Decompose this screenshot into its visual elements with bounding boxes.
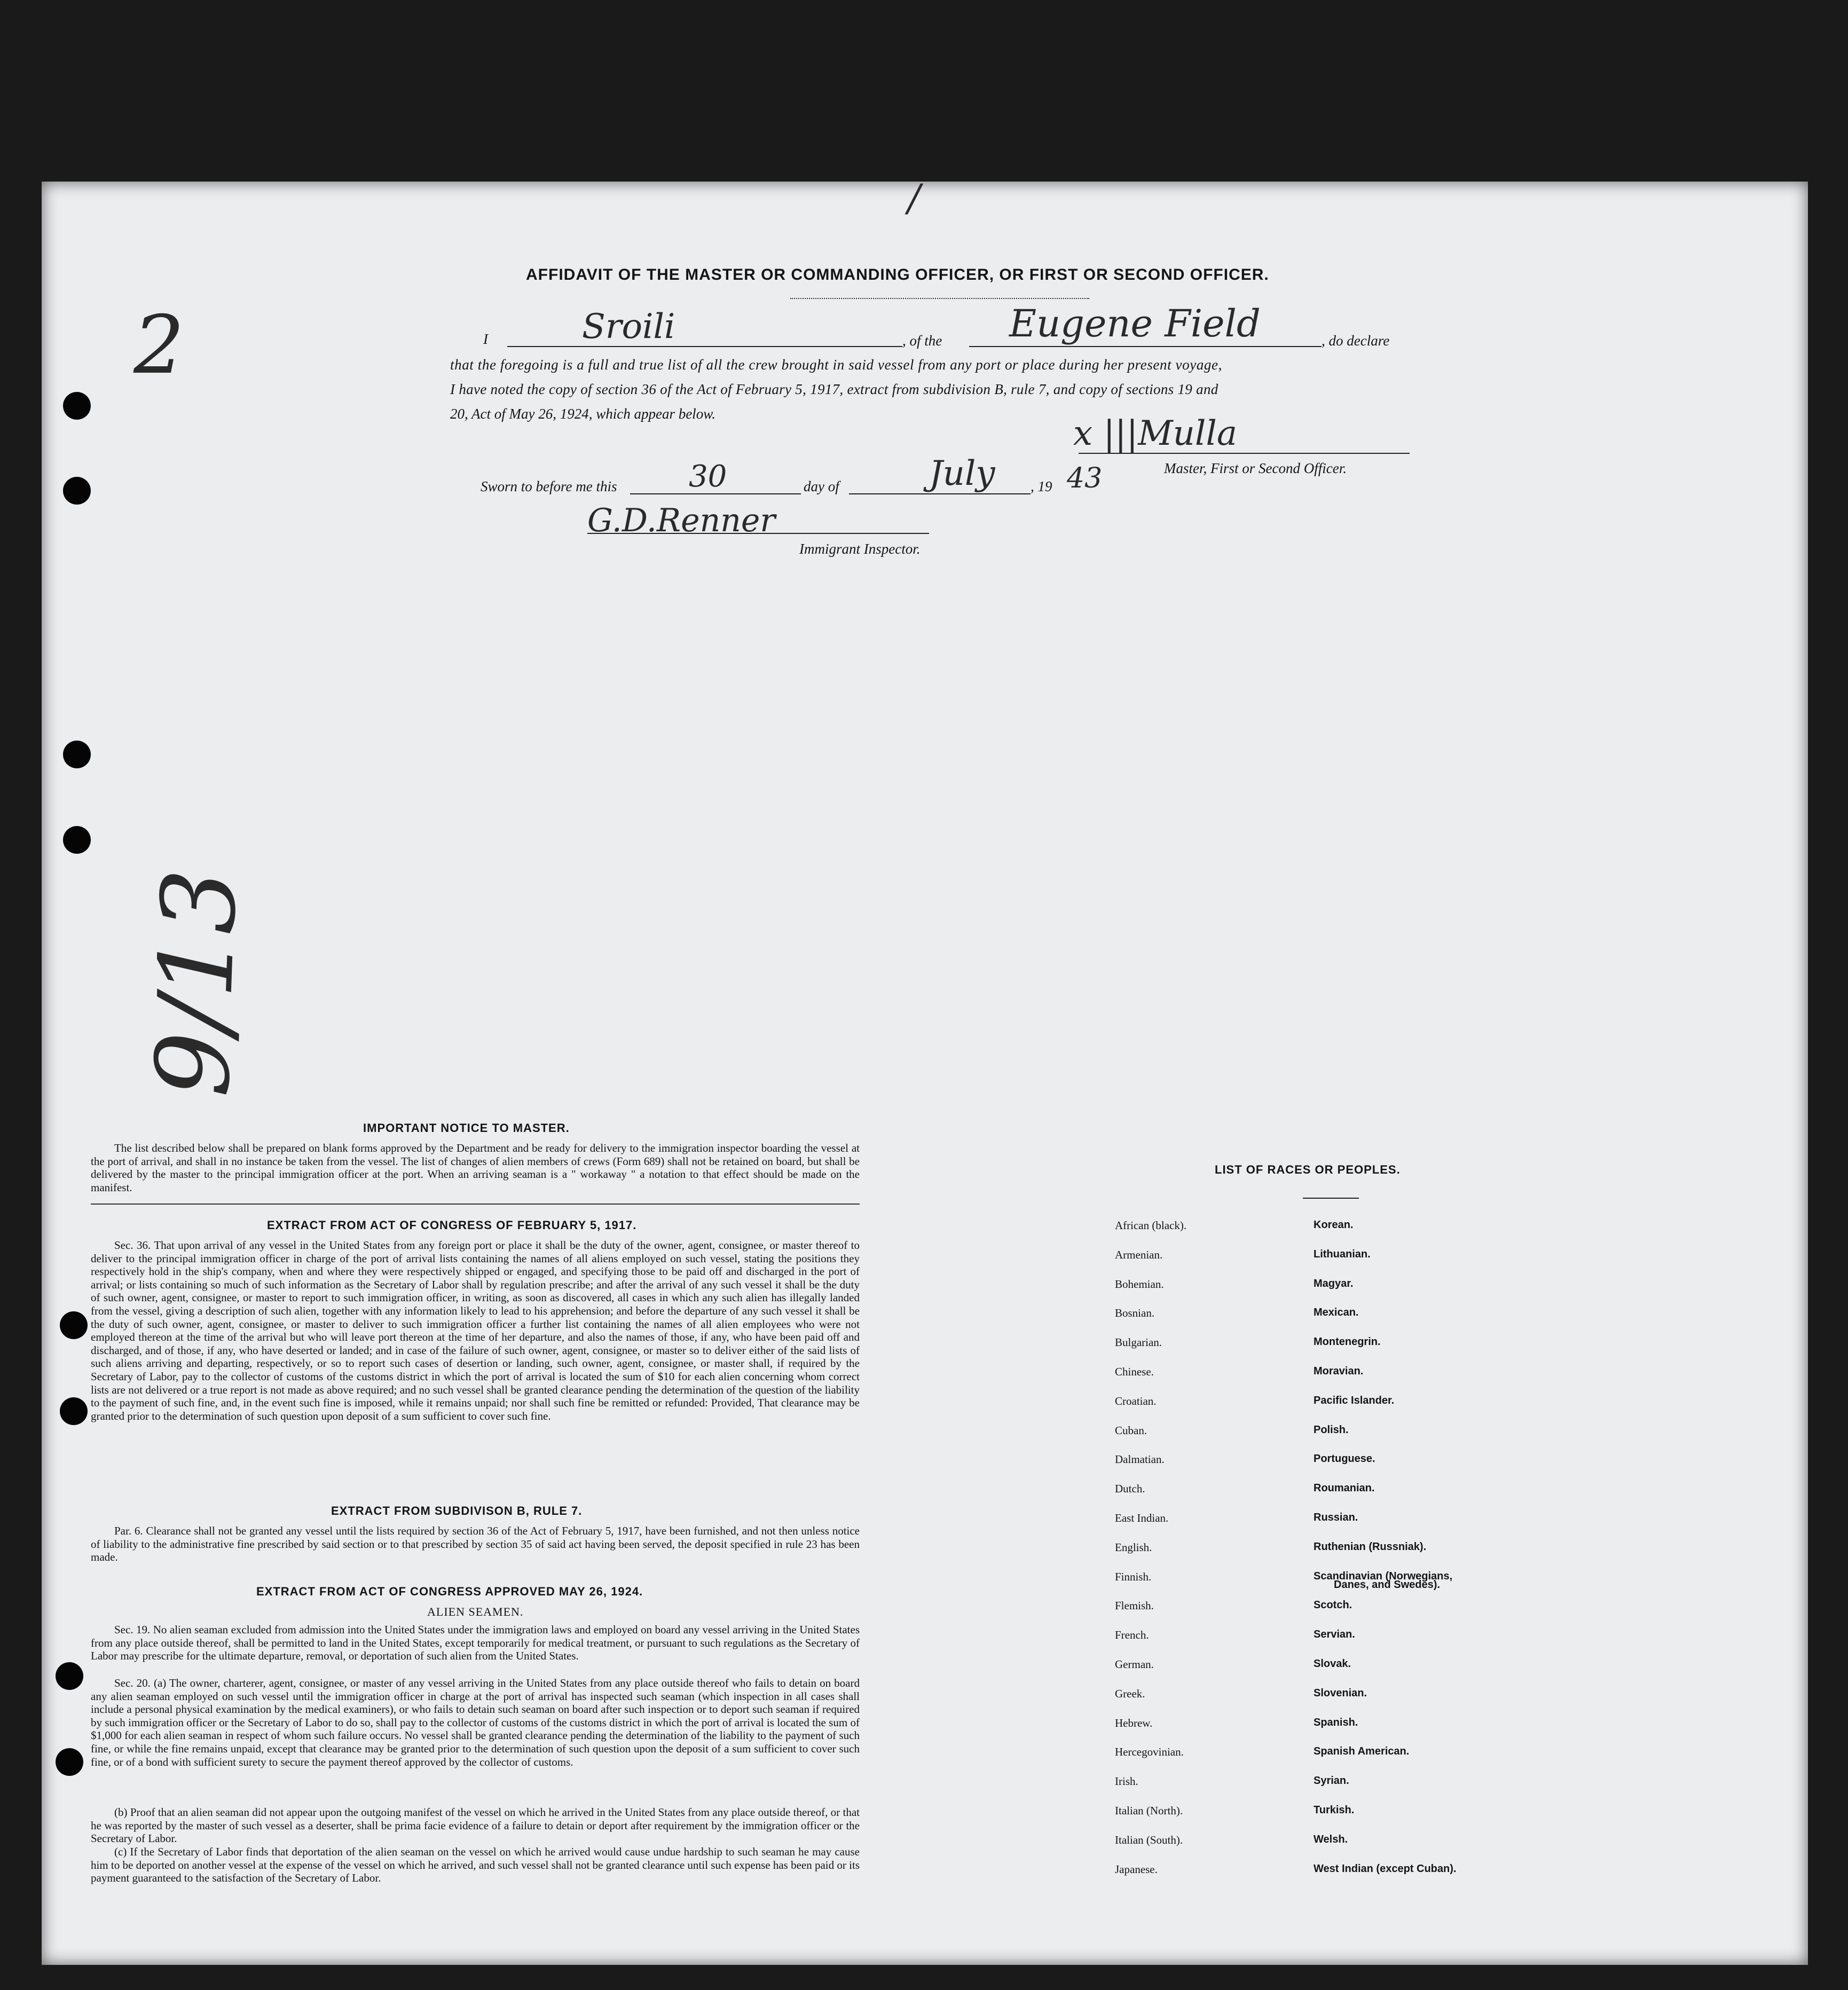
race-item: Chinese.: [1115, 1365, 1154, 1378]
affidavit-line-4: 20, Act of May 26, 1924, which appear below.: [450, 406, 715, 422]
race-item: Russian.: [1314, 1512, 1358, 1523]
races-title-underline: [1303, 1198, 1359, 1199]
race-item: Spanish.: [1314, 1716, 1358, 1728]
race-item: Slovenian.: [1314, 1687, 1367, 1699]
do-declare-label: , do declare: [1322, 333, 1390, 349]
race-item: Mexican.: [1314, 1307, 1359, 1319]
race-item: Italian (North).: [1115, 1804, 1183, 1817]
name-line: [507, 346, 902, 347]
race-item: Croatian.: [1115, 1394, 1157, 1407]
race-item: Dutch.: [1115, 1482, 1145, 1496]
race-item: Turkish.: [1314, 1804, 1355, 1816]
race-item: Bulgarian.: [1115, 1336, 1162, 1349]
sworn-prefix: Sworn to before me this: [481, 478, 617, 494]
race-item: Syrian.: [1314, 1775, 1349, 1787]
punch-hole: [56, 1748, 83, 1776]
race-item: Bosnian.: [1115, 1307, 1155, 1320]
race-item: African (black).: [1115, 1219, 1187, 1232]
race-item: Servian.: [1314, 1629, 1355, 1641]
vessel-line: [969, 346, 1322, 347]
top-margin-mark: /: [908, 176, 921, 220]
race-item: Flemish.: [1115, 1599, 1154, 1613]
sec-20b-text: (b) Proof that an alien seaman did not appear upon the outgoing manifest of the vessel on which he arrived in the United States from any place outside thereof, or that he was reported by the master of such vessel as a deserter, shall be prima facie evidence of a failure to detain or deport after requirement by the immigration officer or the Secretary of Labor.: [91, 1806, 860, 1845]
year-prefix: , 19: [1031, 478, 1052, 494]
race-item: Dalmatian.: [1115, 1453, 1165, 1466]
race-item: Moravian.: [1314, 1365, 1364, 1377]
race-item: Italian (South).: [1115, 1833, 1183, 1846]
sec-20c-text: (c) If the Secretary of Labor finds that deportation of the alien seaman on the vessel on which he arrived would cause undue hardship to such seaman he may cause him to be deported on another vessel at the expense of the vessel on which he arrived, and such vessel shall not be granted clearance until such expense has been paid or its payment guaranteed to the satisfaction of the Secretary of Labor.: [91, 1845, 860, 1885]
race-item: German.: [1115, 1658, 1154, 1671]
sworn-month: July: [929, 454, 995, 493]
sec-20a-text: Sec. 20. (a) The owner, charterer, agent, consignee, or master of any vessel arriving in the United States from any place outside thereof who fails to detain on board any alien seaman employed on such vessel until the immigration officer in charge at the port of arrival has inspected such seaman (which inspection in all cases shall include a personal physical examination by the medical examiners), or who fails to detain such seaman on board after such inspection or to deport such seaman if required by such immigration officer or the Secretary of Labor to do so, shall pay to the collector of customs of the customs district in which the port of arrival is located the sum of $1,000 for each alien seaman in respect of whom such failure occurs. No vessel shall be granted clearance pending the determination of the liability to the payment of such fine, or while the fine remains unpaid, except that clearance may be granted prior to the determination of such question upon the deposit of a sum sufficient to cover such fine, or of a bond with sufficient surety to secure the payment thereof approved by the collector of customs.: [91, 1677, 860, 1768]
race-item-continuation: Danes, and Swedes).: [1334, 1579, 1440, 1591]
race-item: Greek.: [1115, 1687, 1145, 1700]
vessel-name: Eugene Field: [1009, 302, 1261, 345]
race-item: Welsh.: [1314, 1833, 1348, 1845]
inspector-caption: Immigrant Inspector.: [799, 541, 921, 557]
extract-1917-title: EXTRACT FROM ACT OF CONGRESS OF FEBRUARY 5, 1917.: [267, 1218, 637, 1232]
title-underline: [790, 298, 1089, 299]
race-item: Bohemian.: [1115, 1277, 1164, 1291]
punch-hole: [56, 1662, 83, 1690]
master-name: Sroili: [582, 307, 675, 347]
subdivision-title: EXTRACT FROM SUBDIVISON B, RULE 7.: [331, 1504, 583, 1517]
race-item: Finnish.: [1115, 1570, 1152, 1583]
affidavit-line-3: I have noted the copy of section 36 of the Act of February 5, 1917, extract from subdivision B, rule 7, and copy of sections 19 and: [450, 381, 1218, 397]
section-divider: [91, 1204, 860, 1205]
race-item: Spanish American.: [1314, 1745, 1410, 1758]
sec-19-text: Sec. 19. No alien seaman excluded from admission into the United States under the immigration laws and employed on board any vessel arriving in the United States from any place outside thereof, shall be permitted to land in the United States, except temporarily for medical treatment, or pursuant to such regulations as the Secretary of Labor may prescribe for the ultimate departure, removal, or deportation of such alien from the United States.: [91, 1623, 860, 1663]
extract-1924-title: EXTRACT FROM ACT OF CONGRESS APPROVED MAY 26, 1924.: [256, 1585, 643, 1598]
master-signature: x |||Mulla: [1073, 414, 1237, 453]
subdivision-text: Par. 6. Clearance shall not be granted any vessel until the lists required by section 36 of the Act of February 5, 1917, have been furnished, and not then unless notice of liability to the administrative fine prescribed by said section or to that prescribed by section 35 of said act having been served, the deposit specified in rule 23 has been made.: [91, 1524, 860, 1564]
punch-hole: [63, 392, 91, 420]
affidavit-title: AFFIDAVIT OF THE MASTER OR COMMANDING OFFICER, OR FIRST OR SECOND OFFICER.: [526, 266, 1269, 284]
punch-hole: [63, 826, 91, 854]
race-item: Cuban.: [1115, 1423, 1147, 1437]
sworn-day: 30: [689, 459, 727, 494]
affidavit-i: I: [483, 331, 488, 347]
race-item: Ruthenian (Russniak).: [1314, 1540, 1427, 1553]
inspector-signature: G.D.Renner: [587, 502, 776, 539]
race-item: Armenian.: [1115, 1248, 1163, 1261]
race-item: Pacific Islander.: [1314, 1394, 1395, 1406]
race-item: West Indian (except Cuban).: [1314, 1862, 1457, 1875]
race-item: Scandinavian (Norwegians,: [1314, 1570, 1453, 1582]
race-item: East Indian.: [1115, 1512, 1169, 1524]
race-item: Roumanian.: [1314, 1482, 1375, 1495]
race-item: Portuguese.: [1314, 1453, 1375, 1465]
race-item: Hercegovinian.: [1115, 1745, 1184, 1759]
race-item: French.: [1115, 1629, 1149, 1642]
day-of-label: day of: [804, 478, 839, 494]
sworn-year: 43: [1067, 462, 1103, 494]
races-title: LIST OF RACES OR PEOPLES.: [1215, 1163, 1401, 1176]
extract-1924-subtitle: ALIEN SEAMEN.: [427, 1605, 524, 1618]
race-item: Hebrew.: [1115, 1716, 1153, 1729]
race-item: Korean.: [1314, 1219, 1354, 1231]
notice-title: IMPORTANT NOTICE TO MASTER.: [363, 1121, 570, 1135]
race-item: Polish.: [1314, 1423, 1349, 1436]
master-caption: Master, First or Second Officer.: [1164, 460, 1347, 476]
of-the-label: , of the: [902, 333, 942, 349]
race-item: Irish.: [1115, 1775, 1138, 1788]
left-margin-mark: 2: [133, 299, 185, 392]
side-note: 9/13: [133, 867, 259, 1099]
race-item: Magyar.: [1314, 1277, 1354, 1289]
punch-hole: [63, 741, 91, 768]
notice-text: The list described below shall be prepared on blank forms approved by the Department and be ready for delivery to the immigration inspector boarding the vessel at the port of arrival, and shall in no instance be taken from the vessel. The list of changes of alien members of crews (Form 689) shall not be retained on board, but shall be delivered by the master to the principal immigration officer at the port. When an arriving seaman is a " workaway " a notation to that effect should be made on the manifest.: [91, 1142, 860, 1194]
race-item: Scotch.: [1314, 1599, 1352, 1611]
punch-hole: [60, 1311, 88, 1339]
punch-hole: [63, 477, 91, 505]
month-line: [849, 493, 1031, 494]
race-item: Slovak.: [1314, 1658, 1351, 1670]
race-item: Montenegrin.: [1314, 1336, 1381, 1348]
race-item: English.: [1115, 1540, 1152, 1554]
race-item: Japanese.: [1115, 1862, 1158, 1876]
extract-1917-text: Sec. 36. That upon arrival of any vessel in the United States from any foreign port or place it shall be the duty of the owner, agent, consignee, or master thereof to deliver to the principal immigration officer in charge of the port of arrival lists containing the names of all aliens employed on such vessel, stating the positions they respectively hold in the ship's company, when and where they were respectively shipped or engaged, and specifying those to be paid off and discharged in the port of arrival; or lists containing so much of such information as the Secretary of Labor shall by regulation prescribe; and after the arrival of any such vessel it shall be the duty of such owner, agent, consignee, or master to report to such immigration officer, in writing, as soon as discovered, all cases in which any such alien has illegally landed from the vessel, giving a description of such alien, together with any information likely to lead to his apprehension; and before the departure of any such vessel it shall be the duty of such owner, agent, consignee, or master to deliver to such immigration officer a further list containing the names of all alien employees who were not employed thereon at the time of the arrival but who will leave port thereon at the time of her departure, and also the names of those, if any, who have been paid off and discharged, and of those, if any, who have deserted or landed; and in case of the failure of such owner, agent, consignee, or master so to deliver either of the said lists of such aliens arriving and departing, respectively, or so to report such cases of desertion or landing, such owner, agent, consignee, or master shall, if required by the Secretary of Labor, pay to the collector of customs of the customs district in which the port of arrival is located the sum of $10 for each alien concerning whom correct lists are not delivered or a true report is not made as above required; and no such vessel shall be granted clearance pending the determination of the question of the liability to the payment of such fine, and, in the event such fine is imposed, while it remains unpaid; nor shall such fine be remitted or refunded: Provided, That clearance may be granted prior to the determination of such question upon deposit of a sum sufficient to cover such fine.: [91, 1239, 860, 1422]
race-item: Lithuanian.: [1314, 1248, 1371, 1260]
affidavit-line-2: that the foregoing is a full and true list of all the crew brought in said vessel from any port or place during her present voyage,: [450, 357, 1222, 373]
punch-hole: [60, 1397, 88, 1425]
